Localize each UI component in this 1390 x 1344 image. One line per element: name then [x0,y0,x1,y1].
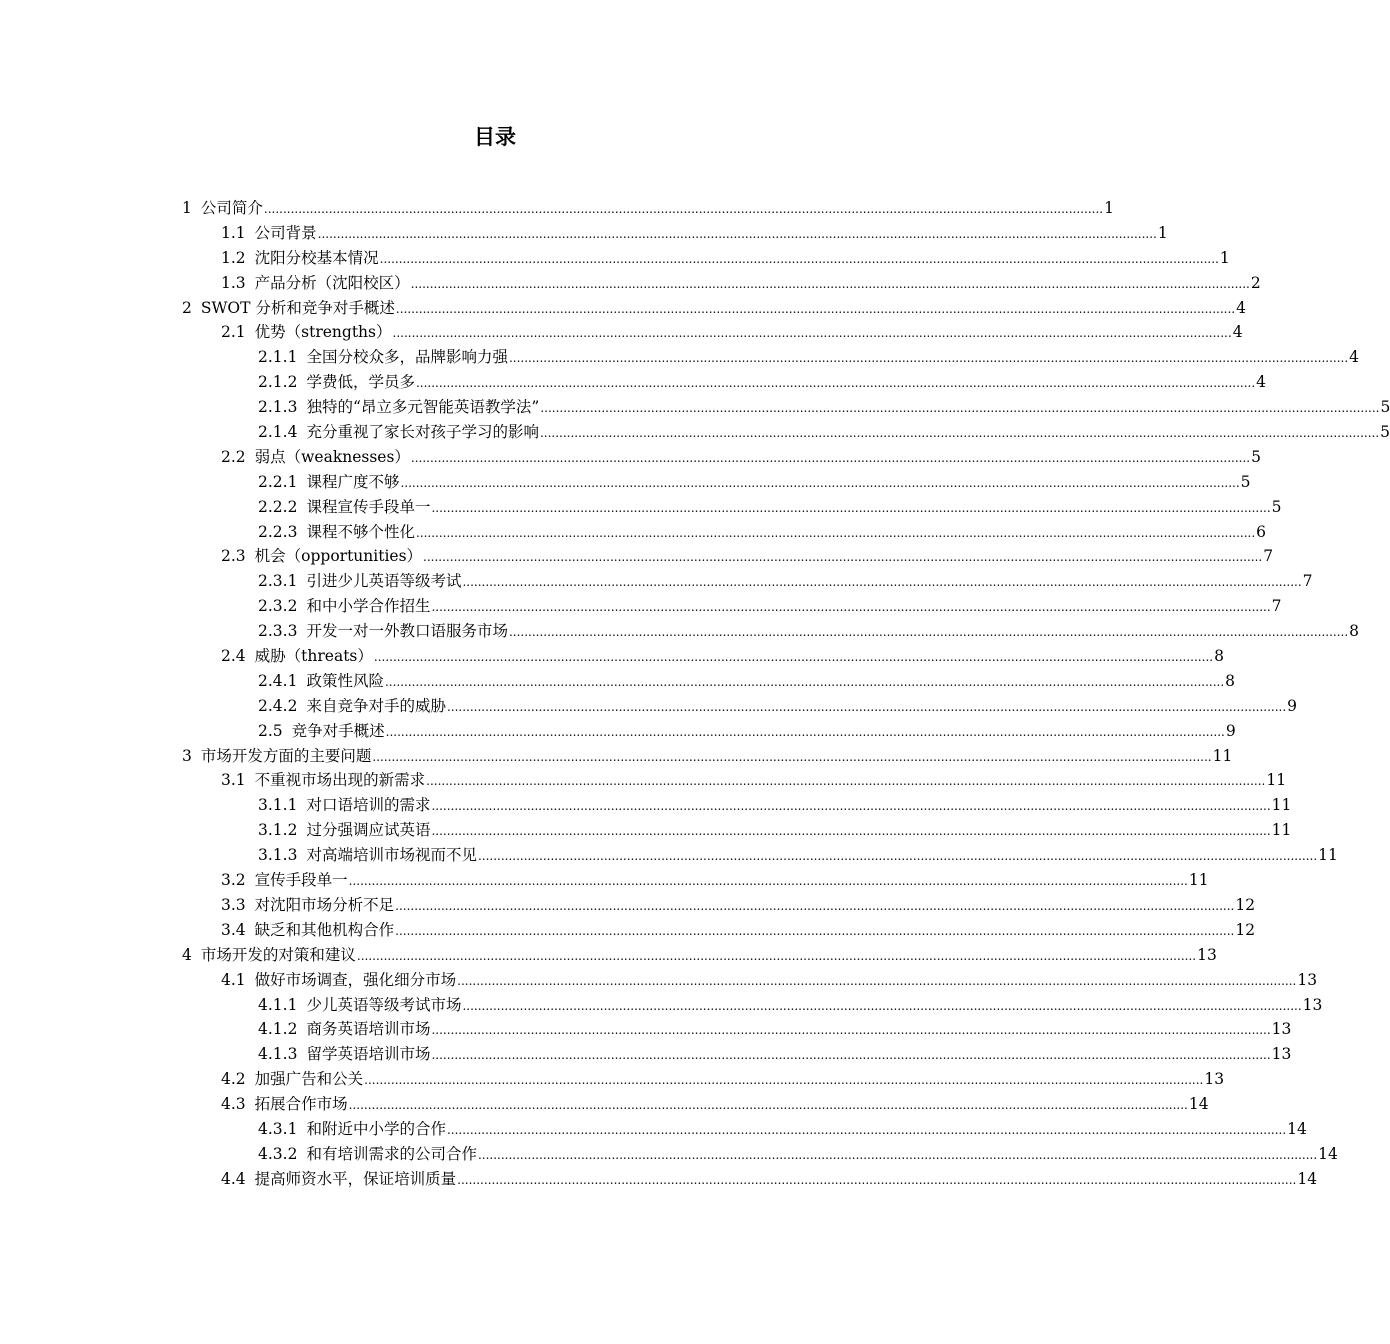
toc-entry-title: SWOT 分析和竞争对手概述 [200,298,395,317]
toc-entry-title: 留学英语培训市场 [306,1045,431,1064]
toc-page-number: 5 [1380,423,1390,442]
toc-dot-leader: ............................................................................................................................................................................................................................ [457,973,1297,988]
toc-entry[interactable] [0,1167,1318,1192]
toc-dot-leader: ............................................................................................................................................................................................................................ [508,625,1349,640]
toc-page-number: 12 [1235,920,1256,939]
toc-entry-number: 2.4.1 [258,671,298,690]
toc-page-number: 11 [1271,821,1292,840]
toc-dot-leader: ............................................................................................................................................................................................................................ [263,202,1104,216]
toc-entry-number: 3.1.2 [258,821,298,840]
toc-dot-leader: ............................................................................................................................................................................................................................ [410,276,1250,291]
toc-entry-number: 4.4 [221,1169,246,1188]
toc-entry-title: 全国分校众多，品牌影响力强 [306,348,508,367]
toc-page-number: 8 [1225,671,1236,690]
toc-dot-leader: ............................................................................................................................................................................................................................ [356,948,1197,963]
toc-entry[interactable] [0,495,1282,520]
toc-dot-leader: ............................................................................................................................................................................................................................ [395,301,1236,316]
toc-dot-leader: ............................................................................................................................................................................................................................ [431,1023,1271,1038]
toc-dot-leader: ............................................................................................................................................................................................................................ [457,1172,1297,1187]
toc-entry-title: 优势（strengths） [254,323,392,342]
toc-page-number: 11 [1271,796,1292,815]
toc-dot-leader: ............................................................................................................................................................................................................................ [415,525,1256,540]
toc-dot-leader: ............................................................................................................................................................................................................................ [508,351,1349,366]
toc-dot-leader: ............................................................................................................................................................................................................................ [415,376,1256,391]
toc-entry-number: 2 [182,298,192,317]
toc-entry-number: 3.2 [221,871,246,890]
toc-entry[interactable] [0,918,1256,943]
toc-page-number: 9 [1287,696,1298,715]
toc-page-number: 11 [1266,771,1287,790]
toc-dot-leader: ............................................................................................................................................................................................................................ [426,774,1266,789]
toc-entry-title: 机会（opportunities） [254,547,423,566]
toc-page-number: 13 [1271,1045,1292,1064]
toc-dot-leader: ............................................................................................................................................................................................................................ [431,1048,1271,1063]
toc-dot-leader: ............................................................................................................................................................................................................................ [431,500,1271,515]
toc-entry-title: 学费低，学员多 [306,373,415,392]
toc-dot-leader: ............................................................................................................................................................................................................................ [446,1122,1287,1137]
toc-page-number: 11 [1188,871,1209,890]
toc-entry[interactable] [0,445,1261,470]
toc-entry-number: 3.1.3 [258,846,298,865]
toc-entry[interactable] [0,370,1267,395]
toc-entry[interactable] [0,719,1236,744]
toc-entry[interactable] [0,818,1292,843]
toc-page-number: 8 [1214,647,1224,666]
toc-entry-title: 课程宣传手段单一 [306,497,431,516]
toc-entry-number: 3.1.1 [258,796,298,815]
toc-entry[interactable] [0,744,1233,769]
toc-dot-leader: ............................................................................................................................................................................................................................ [431,799,1271,814]
toc-entry-title: 和附近中小学的合作 [306,1119,446,1138]
toc-entry[interactable] [0,1042,1292,1067]
toc-entry[interactable] [0,893,1256,918]
toc-entry-number: 2.2.3 [258,522,298,541]
toc-page-number: 9 [1225,721,1236,740]
toc-page-number: 1 [1219,248,1230,267]
toc-entry[interactable] [0,1067,1225,1092]
toc-entry[interactable] [0,993,1323,1018]
toc-entry-title: 少儿英语等级考试市场 [306,995,462,1014]
toc-page-number: 4 [1232,323,1243,342]
toc-entry[interactable] [0,520,1267,545]
toc-page-number: 11 [1212,746,1233,765]
toc-entry-number: 4.1 [221,970,246,989]
toc-page-number: 13 [1302,995,1323,1014]
toc-entry[interactable] [0,669,1236,694]
toc-entry[interactable] [0,221,1168,246]
toc-dot-leader: ............................................................................................................................................................................................................................ [400,475,1240,490]
toc-entry[interactable] [0,644,1224,669]
toc-entry-number: 2.4.2 [258,696,298,715]
toc-entry-number: 2.3.1 [258,572,298,591]
toc-dot-leader: ............................................................................................................................................................................................................................ [410,450,1251,465]
toc-page-number: 13 [1204,1070,1225,1089]
toc-entry[interactable] [0,1117,1307,1142]
toc-entry[interactable] [0,246,1230,271]
toc-entry-title: 开发一对一外教口语服务市场 [306,622,508,641]
toc-entry[interactable] [0,271,1261,296]
toc-page-number: 2 [1250,273,1261,292]
toc-dot-leader: ............................................................................................................................................................................................................................ [431,600,1271,615]
toc-dot-leader: ............................................................................................................................................................................................................................ [392,326,1232,341]
toc-dot-leader: ............................................................................................................................................................................................................................ [477,1147,1318,1162]
toc-entry-title: 过分强调应试英语 [306,821,431,840]
toc-page-number: 1 [1104,199,1114,217]
toc-entry-number: 2.5 [258,721,283,740]
toc-dot-leader: ............................................................................................................................................................................................................................ [364,1073,1204,1088]
toc-entry-title: 缺乏和其他机构合作 [254,920,395,939]
toc-entry-title: 商务英语培训市场 [306,1020,431,1039]
toc-entry-number: 2.3 [221,547,246,566]
toc-page-number: 1 [1157,223,1168,242]
toc-entry-title: 不重视市场出现的新需求 [254,771,426,790]
toc-entry-number: 3.3 [221,895,246,914]
toc-entry-title: 拓展合作市场 [254,1095,348,1114]
toc-page-number: 12 [1235,895,1256,914]
toc-page-number: 13 [1297,970,1318,989]
toc-entry-number: 1.2 [221,248,246,267]
toc-page-number: 11 [1318,846,1338,865]
toc-entry-number: 1.3 [221,273,246,292]
toc-dot-leader: ............................................................................................................................................................................................................................ [540,401,1380,416]
toc-dot-leader: ............................................................................................................................................................................................................................ [373,650,1214,665]
toc-dot-leader: ............................................................................................................................................................................................................................ [462,998,1302,1013]
toc-entry-number: 2.2.2 [258,497,298,516]
toc-entry-number: 4 [182,945,192,964]
toc-entry-title: 公司简介 [200,199,263,217]
toc-page-number: 14 [1188,1095,1209,1114]
toc-entry-number: 2.1.4 [258,423,298,442]
toc-entry[interactable] [0,320,1243,345]
toc-page-number: 5 [1271,497,1282,516]
toc-entry[interactable] [0,296,1246,321]
toc-entry-title: 课程广度不够 [306,472,400,491]
toc-entry[interactable] [0,694,1298,719]
toc-entry-title: 政策性风险 [306,671,384,690]
toc-entry-title: 提高师资水平，保证培训质量 [254,1169,457,1188]
toc-entry-title: 产品分析（沈阳校区） [254,273,410,292]
toc-entry-number: 2.1.2 [258,373,298,392]
toc-entry-title: 对高端培训市场视而不见 [306,846,477,865]
toc-entry-number: 4.1.3 [258,1045,298,1064]
toc-dot-leader: ............................................................................................................................................................................................................................ [423,550,1263,565]
toc-title: 目录 [474,125,516,149]
toc-dot-leader: ............................................................................................................................................................................................................................ [395,898,1235,913]
toc-entry-title: 市场开发的对策和建议 [200,945,356,964]
toc-dot-leader: ............................................................................................................................................................................................................................ [385,724,1225,739]
toc-page-number: 6 [1256,522,1267,541]
toc-entry-title: 弱点（weaknesses） [254,447,410,466]
toc-dot-leader: ............................................................................................................................................................................................................................ [372,749,1212,764]
toc-entry-number: 2.1 [221,323,246,342]
toc-entry-title: 公司背景 [254,223,317,242]
toc-entry[interactable] [0,793,1292,818]
toc-page-number: 4 [1236,298,1246,317]
toc-page-number: 13 [1197,945,1217,964]
toc-entry-number: 4.3.2 [258,1144,298,1163]
toc-entry-title: 加强广告和公关 [254,1070,364,1089]
toc-entry-title: 和中小学合作招生 [306,597,431,616]
toc-entry[interactable] [0,395,1390,420]
toc-page-number: 14 [1297,1169,1318,1188]
toc-page-number: 5 [1240,472,1251,491]
toc-dot-leader: ............................................................................................................................................................................................................................ [446,699,1287,714]
toc-entry-title: 充分重视了家长对孩子学习的影响 [306,423,539,442]
toc-entry[interactable] [0,843,1338,868]
toc-entry-title: 做好市场调查，强化细分市场 [254,970,457,989]
toc-page-number: 14 [1318,1144,1338,1163]
toc-dot-leader: ............................................................................................................................................................................................................................ [462,575,1302,590]
toc-entry-number: 3.4 [221,920,246,939]
toc-entry[interactable] [0,196,1114,221]
toc-page-number: 8 [1349,622,1360,641]
toc-dot-leader: ............................................................................................................................................................................................................................ [384,674,1225,689]
toc-entry-number: 1.1 [221,223,246,242]
toc-entry[interactable] [0,345,1360,370]
toc-entry-number: 2.2.1 [258,472,298,491]
toc-entry-title: 宣传手段单一 [254,871,348,890]
toc-entry[interactable] [0,1017,1292,1042]
toc-dot-leader: ............................................................................................................................................................................................................................ [348,1098,1188,1113]
toc-dot-leader: ............................................................................................................................................................................................................................ [431,824,1271,839]
toc-dot-leader: ............................................................................................................................................................................................................................ [539,426,1380,441]
toc-entry[interactable] [0,420,1390,445]
toc-dot-leader: ............................................................................................................................................................................................................................ [379,251,1219,266]
toc-entry-title: 引进少儿英语等级考试 [306,572,462,591]
toc-entry-title: 来自竞争对手的威胁 [306,696,446,715]
toc-entry-title: 课程不够个性化 [306,522,415,541]
toc-entry-title: 竞争对手概述 [291,721,385,740]
toc-entry-number: 2.3.2 [258,597,298,616]
toc-entry[interactable] [0,594,1282,619]
toc-entry-title: 威胁（threats） [254,647,373,666]
toc-entry-number: 2.1.1 [258,348,298,367]
toc-entry-title: 和有培训需求的公司合作 [306,1144,477,1163]
toc-dot-leader: ............................................................................................................................................................................................................................ [477,849,1318,864]
toc-entry-number: 4.1.1 [258,995,298,1014]
toc-page-number: 7 [1263,547,1274,566]
toc-entry[interactable] [0,1142,1338,1167]
toc-entry-number: 2.4 [221,647,246,666]
toc-entry[interactable] [0,544,1274,569]
toc-entry-number: 4.2 [221,1070,246,1089]
toc-entry-title: 市场开发方面的主要问题 [200,746,372,765]
toc-page-number: 5 [1251,447,1261,466]
toc-page-number: 13 [1271,1020,1292,1039]
toc-entry-title: 独特的“昂立多元智能英语教学法” [306,398,540,417]
toc-entry-title: 对口语培训的需求 [306,796,431,815]
toc-dot-leader: ............................................................................................................................................................................................................................ [348,874,1188,889]
toc-page-number: 7 [1271,597,1282,616]
toc-entry[interactable] [0,569,1313,594]
toc-entry[interactable] [0,968,1318,993]
toc-page-number: 14 [1287,1119,1307,1138]
toc-page-number: 5 [1380,398,1390,417]
toc-entry-number: 3 [182,746,192,765]
toc-entry-title: 沈阳分校基本情况 [254,248,379,267]
toc-page-number: 7 [1302,572,1313,591]
toc-entry-number: 2.3.3 [258,622,298,641]
toc-entry[interactable] [0,470,1251,495]
toc-entry[interactable] [0,943,1217,968]
toc-entry-number: 2.2 [221,447,246,466]
toc-entry-number: 3.1 [221,771,246,790]
toc-dot-leader: ............................................................................................................................................................................................................................ [395,923,1235,938]
toc-entry-number: 2.1.3 [258,398,298,417]
toc-entry-number: 1 [182,199,192,217]
toc-dot-leader: ............................................................................................................................................................................................................................ [317,226,1157,241]
toc-entry-title: 对沈阳市场分析不足 [254,895,395,914]
toc-list [0,196,1390,1192]
toc-entry[interactable] [0,768,1287,793]
toc-page-number: 4 [1349,348,1360,367]
toc-entry-number: 4.3 [221,1095,246,1114]
toc-entry[interactable] [0,619,1360,644]
toc-page-number: 4 [1256,373,1267,392]
toc-entry-number: 4.3.1 [258,1119,298,1138]
toc-entry[interactable] [0,1092,1209,1117]
toc-entry[interactable] [0,868,1209,893]
toc-entry-number: 4.1.2 [258,1020,298,1039]
